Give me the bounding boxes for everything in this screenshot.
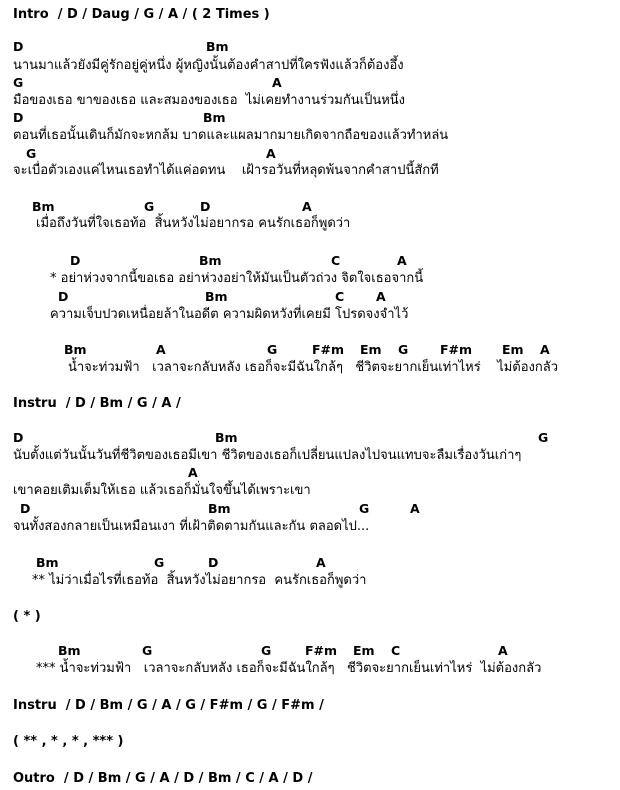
- verse1-lyric-line: นานมาแล้วยังมีคู่รักอยู่คู่หนึ่ง ผู้หญิงนั้นต้องคำสาปที่ใครฟังแล้วก็ต้องอึ้ง: [13, 58, 404, 73]
- prechorus1-lyric-line: เมื่อถึงวันที่ใจเธอท้อ สิ้นหวังไม่อยากรอ คนรักเธอก็พูดว่า: [36, 216, 351, 231]
- chord: A: [397, 253, 407, 268]
- chord: Bm: [203, 110, 226, 125]
- chorus-end2-lyric-line: *** น้ำจะท่วมฟ้า เวลาจะกลับหลัง เธอก็จะมีฉันใกล้ๆ ชีวิตจะยากเย็นเท่าไหร่ ไม่ต้องกลัว: [36, 661, 542, 676]
- chord: Bm: [215, 430, 238, 445]
- chord: Bm: [58, 643, 81, 658]
- chord: G: [26, 146, 37, 161]
- chord: A: [156, 342, 166, 357]
- chord: G: [267, 342, 278, 357]
- chord: G: [13, 75, 24, 90]
- chord: Bm: [208, 501, 231, 516]
- chord: A: [188, 465, 198, 480]
- chord: G: [154, 555, 165, 570]
- chord: A: [376, 289, 386, 304]
- chord: G: [261, 643, 272, 658]
- chord: Em: [502, 342, 524, 357]
- instru-line-1: Instru / D / Bm / G / A /: [13, 396, 181, 411]
- chord: G: [538, 430, 549, 445]
- chord: Em: [353, 643, 375, 658]
- chord: Bm: [206, 39, 229, 54]
- chord: A: [410, 501, 420, 516]
- chord: D: [13, 39, 24, 54]
- chord: Bm: [64, 342, 87, 357]
- verse2-lyric-line: เขาคอยเติมเต็มให้เธอ แล้วเธอก็มั่นใจขึ้นได้เพราะเขา: [13, 483, 311, 498]
- instru-line-2: Instru / D / Bm / G / A / G / F#m / G / F#m /: [13, 698, 324, 713]
- verse1-lyric-line: มือของเธอ ขาของเธอ และสมองของเธอ ไม่เคยทำงานร่วมกันเป็นหนึ่ง: [13, 93, 406, 108]
- repeat-sequence: ( ** , * , * , *** ): [13, 734, 124, 749]
- chord: D: [208, 555, 219, 570]
- chord: A: [266, 146, 276, 161]
- chord: C: [391, 643, 401, 658]
- chorus-reference: ( * ): [13, 609, 41, 624]
- verse2-lyric-line: จนทั้งสองกลายเป็นเหมือนเงา ที่เฝ้าติดตามกันและกัน ตลอดไป...: [13, 519, 370, 534]
- chord: F#m: [440, 342, 473, 357]
- outro-line: Outro / D / Bm / G / A / D / Bm / C / A / D /: [13, 771, 313, 786]
- verse1-lyric-line: ตอนที่เธอนั้นเดินก็มักจะหกล้ม บาดและแผลมากมายเกิดจากถือของแล้วทำหล่น: [13, 128, 449, 143]
- chord: A: [540, 342, 550, 357]
- chord: F#m: [305, 643, 338, 658]
- intro-line: Intro / D / Daug / G / A / ( 2 Times ): [13, 7, 270, 22]
- chord: A: [272, 75, 282, 90]
- chorus-lyric-line: ความเจ็บปวดเหนื่อยล้าในอดีต ความผิดหวังที่เคยมี โปรดจงจำไว้: [50, 307, 409, 322]
- verse1-lyric-line: จะเบื่อตัวเองแค่ไหนเธอทำได้แค่อดทน เฝ้ารอวันที่หลุดพ้นจากคำสาปนี้สักที: [13, 163, 439, 178]
- chord: G: [142, 643, 153, 658]
- chord: D: [13, 430, 24, 445]
- chord: G: [359, 501, 370, 516]
- chord: Bm: [32, 199, 55, 214]
- chord: F#m: [312, 342, 345, 357]
- chord: Bm: [36, 555, 59, 570]
- verse2-lyric-line: นับตั้งแต่วันนั้นวันที่ชีวิตของเธอมีเขา ชีวิตของเธอก็เปลี่ยนแปลงไปจนแทบจะลืมเรื่องวันเก่าๆ: [13, 448, 522, 463]
- chord: G: [144, 199, 155, 214]
- chord: C: [331, 253, 341, 268]
- chord: D: [58, 289, 69, 304]
- chorus-end1-lyric-line: น้ำจะท่วมฟ้า เวลาจะกลับหลัง เธอก็จะมีฉันใกล้ๆ ชีวิตจะยากเย็นเท่าไหร่ ไม่ต้องกลัว: [68, 360, 559, 375]
- chord: D: [200, 199, 211, 214]
- chord: D: [20, 501, 31, 516]
- chord: C: [335, 289, 345, 304]
- chord: G: [398, 342, 409, 357]
- chord: A: [302, 199, 312, 214]
- chord: A: [316, 555, 326, 570]
- chord: Bm: [199, 253, 222, 268]
- chord: Bm: [205, 289, 228, 304]
- chord: D: [13, 110, 24, 125]
- chord: Em: [360, 342, 382, 357]
- chord: D: [70, 253, 81, 268]
- chorus-lyric-line: * อย่าห่วงจากนี้ขอเธอ อย่าห่วงอย่าให้มันเป็นตัวถ่วง จิตใจเธอจากนี้: [50, 271, 424, 286]
- chord: A: [498, 643, 508, 658]
- prechorus2-lyric-line: ** ไม่ว่าเมื่อไรที่เธอท้อ สิ้นหวังไม่อยากรอ คนรักเธอก็พูดว่า: [32, 573, 367, 588]
